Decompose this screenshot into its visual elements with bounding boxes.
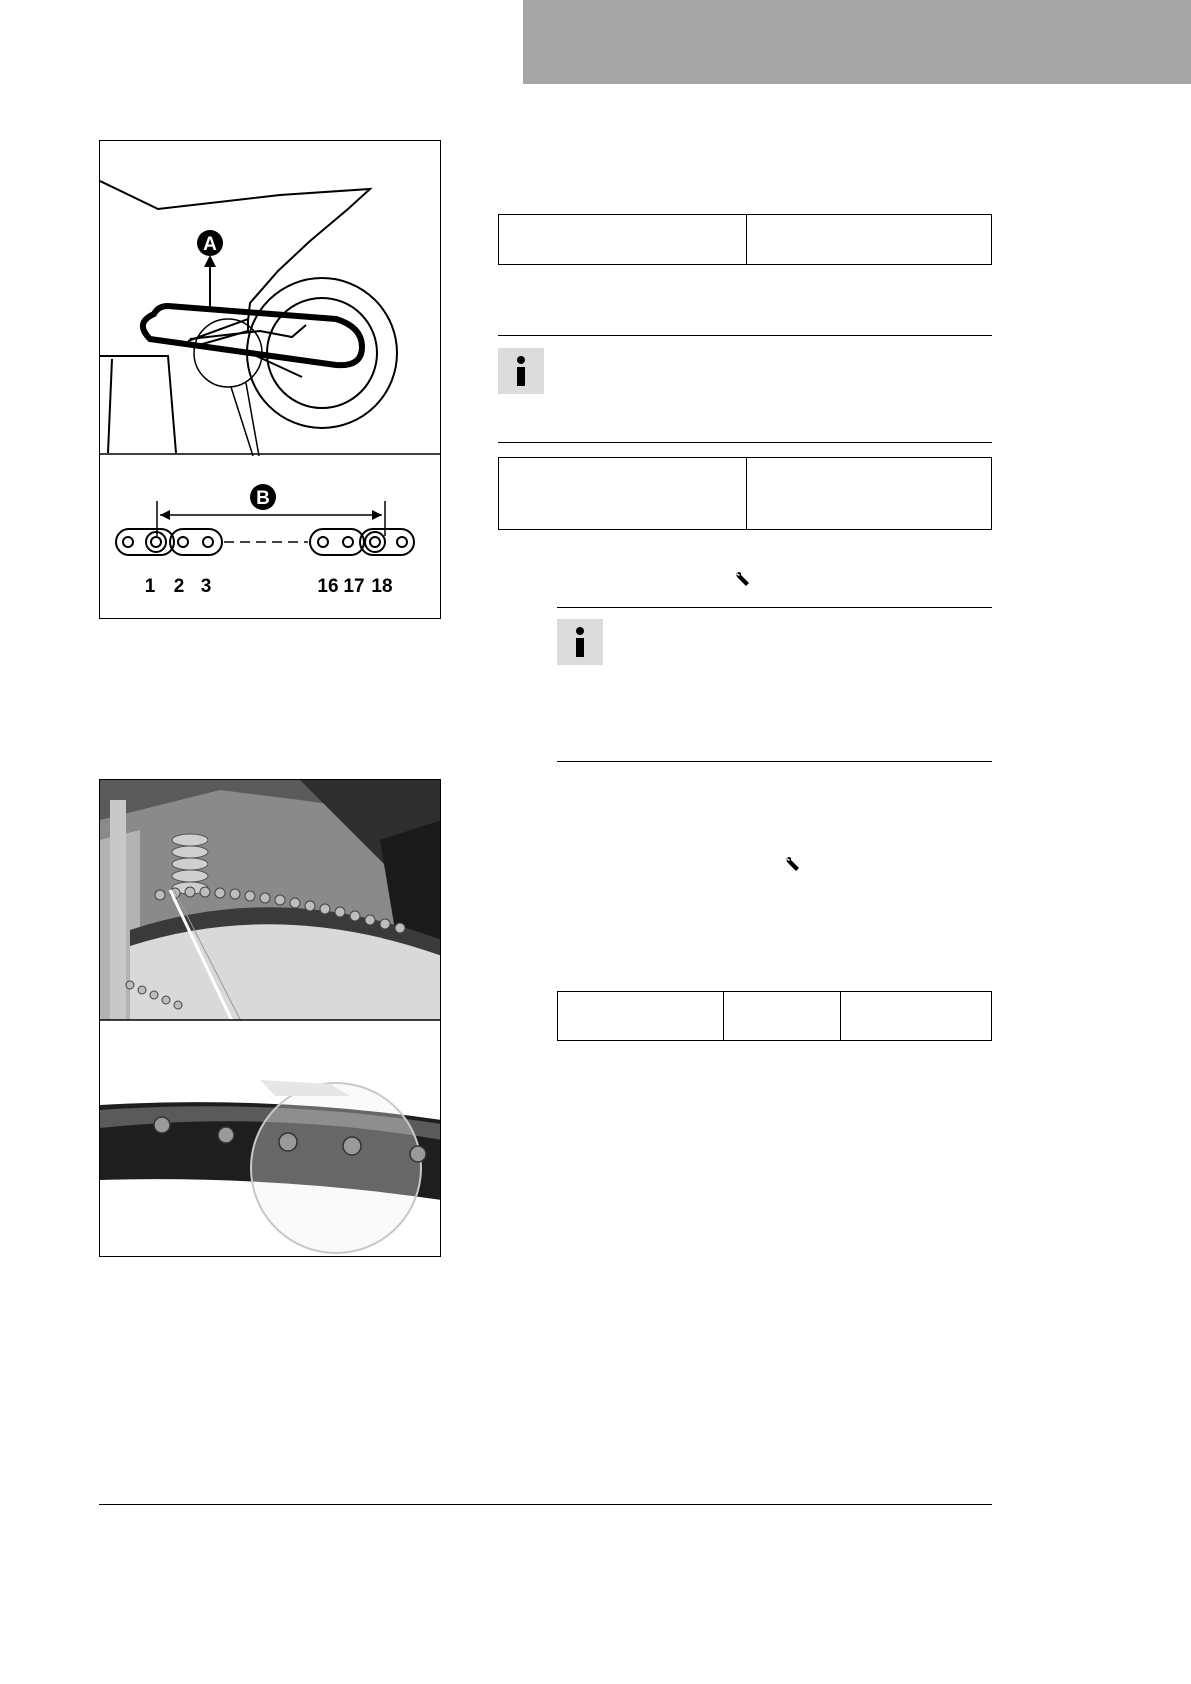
- spec-table-3-cell-2: [724, 992, 841, 1041]
- chain-wear-diagram-graphic: [100, 141, 441, 619]
- info-block-2-top-rule: [557, 607, 992, 608]
- chain-photo-graphic: [100, 780, 441, 1257]
- wrench-icon-2: [784, 855, 802, 873]
- spec-table-3: [557, 991, 992, 1041]
- wrench-glyph: [734, 570, 752, 588]
- info-i-icon-2: [557, 619, 603, 665]
- pin-number-2: 2: [173, 576, 185, 597]
- pin-number-18: 18: [371, 576, 393, 597]
- callout-b-label: B: [256, 488, 270, 509]
- spec-table-2: [498, 457, 992, 530]
- pin-number-16: 16: [317, 576, 339, 597]
- info-i-glyph-2: [557, 619, 603, 665]
- spec-table-1-cell-2: [747, 215, 992, 265]
- callout-a-label: A: [203, 234, 217, 255]
- chain-photo-figure: [99, 779, 441, 1257]
- info-i-glyph: [498, 348, 544, 394]
- chain-wear-diagram: [99, 140, 441, 619]
- spec-table-3-cell-1: [558, 992, 724, 1041]
- pin-number-3: 3: [200, 576, 212, 597]
- info-block-2-bottom-rule: [557, 761, 992, 762]
- spec-table-2-cell-1: [499, 458, 747, 530]
- info-block-1-top-rule: [498, 335, 992, 336]
- spec-table-2-cell-2: [747, 458, 992, 530]
- info-i-icon: [498, 348, 544, 394]
- wrench-icon: [734, 570, 752, 588]
- info-block-1-bottom-rule: [498, 442, 992, 443]
- wrench-glyph-2: [784, 855, 802, 873]
- pin-number-17: 17: [343, 576, 365, 597]
- spec-table-1-cell-1: [499, 215, 747, 265]
- pin-number-1: 1: [144, 576, 156, 597]
- header-band: [523, 0, 1191, 84]
- spec-table-3-cell-3: [841, 992, 992, 1041]
- footer-rule: [99, 1504, 992, 1505]
- spec-table-1: [498, 214, 992, 265]
